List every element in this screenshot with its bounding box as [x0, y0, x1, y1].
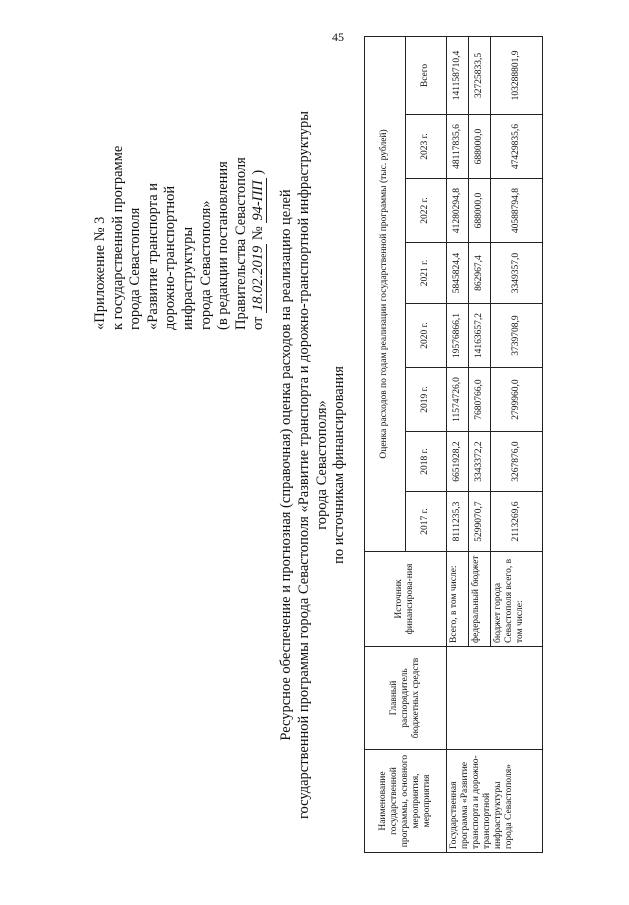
header-estimate: Оценка расходов по годам реализации государственной программы (тыс. рублей) [365, 36, 406, 551]
header-year: 2017 г. [405, 492, 446, 552]
value-cell: 688000,0 [468, 179, 490, 243]
value-cell: 14163657,2 [468, 304, 490, 368]
header-program-name: Наименование государственной программы, основного мероприятия, мероприятия [365, 750, 447, 853]
value-cell: 5299070,7 [468, 492, 490, 552]
header-year: 2023 г. [405, 115, 446, 179]
source-cell: федеральный бюджет [468, 552, 490, 647]
value-cell: 5845824,4 [446, 243, 468, 304]
value-cell: 47429835,6 [490, 115, 542, 179]
appendix-line: «Развитие транспорта и [144, 182, 161, 330]
appendix-line: «Приложение № 3 [92, 216, 108, 330]
appendix-date-line [250, 90, 268, 330]
header-year: 2018 г. [405, 432, 446, 492]
value-cell: 862967,4 [468, 243, 490, 304]
appendix-line: (в редакции постановления [215, 161, 232, 330]
value-cell: 7680766,0 [468, 368, 490, 432]
appendix-line: города Севастополя» [197, 200, 214, 330]
header-source: Источник финансирова-ния [365, 552, 447, 647]
document-title [278, 65, 349, 865]
total-cell: 103288801,9 [490, 36, 542, 114]
header-year: 2019 г. [405, 368, 446, 432]
date-prefix: от [250, 316, 267, 330]
title-line: города Севастополя» [313, 400, 330, 530]
title-line: по источникам финансирования [331, 366, 348, 564]
value-cell: 3349357,0 [490, 243, 542, 304]
appendix-line: Правительства Севастополя [232, 157, 249, 330]
number-prefix: № [250, 226, 267, 241]
value-cell: 40588794,8 [490, 179, 542, 243]
value-cell: 2799960,0 [490, 368, 542, 432]
source-cell: Всего, в том числе: [446, 552, 468, 647]
value-cell: 3343372,2 [468, 432, 490, 492]
program-name-cell: Государственная программа «Развитие транспорта и дорожно-транспортной инфраструктуры города Севастополя» [446, 750, 543, 853]
total-cell: 141158710,4 [446, 36, 468, 114]
value-cell: 48117835,6 [446, 115, 468, 179]
appendix-line: к государственной программе [109, 145, 126, 330]
appendix-line: города Севастополя [127, 207, 144, 330]
header-year: 2020 г. [405, 304, 446, 368]
value-cell: 3739708,9 [490, 304, 542, 368]
table-header-row [365, 36, 406, 852]
value-cell: 41280294,8 [446, 179, 468, 243]
value-cell: 8111235,3 [446, 492, 468, 552]
closing-paren: ) [250, 169, 267, 175]
header-total: Всего [405, 36, 446, 114]
header-year: 2022 г. [405, 179, 446, 243]
manager-cell [446, 647, 543, 750]
value-cell: 11574726,0 [446, 368, 468, 432]
header-year: 2021 г. [405, 243, 446, 304]
total-cell: 32725833,5 [468, 36, 490, 114]
appendix-block [92, 90, 268, 330]
title-line: государственной программы города Севастополя «Развитие транспорта и дорожно-транспортной инфраструктуры [295, 110, 312, 820]
value-cell: 6651928,2 [446, 432, 468, 492]
handwritten-date: 18.02.2019 [250, 245, 267, 311]
appendix-line: дорожно-транспортной инфраструктуры [162, 185, 196, 330]
page-number: 45 [332, 30, 344, 44]
title-line: Ресурсное обеспечение и прогнозная (справочная) оценка расходов на реализацию целей [278, 189, 294, 741]
value-cell: 688000,0 [468, 115, 490, 179]
value-cell: 2113269,6 [490, 492, 542, 552]
table-row [446, 36, 468, 852]
value-cell: 19576866,1 [446, 304, 468, 368]
handwritten-number: 94-ПП [250, 180, 267, 221]
value-cell: 3267876,0 [490, 432, 542, 492]
source-cell: бюджет города Севастополя всего, в том числе: [490, 552, 542, 647]
header-manager: Главный распорядитель бюджетных средств [365, 647, 447, 750]
budget-table [364, 36, 543, 853]
